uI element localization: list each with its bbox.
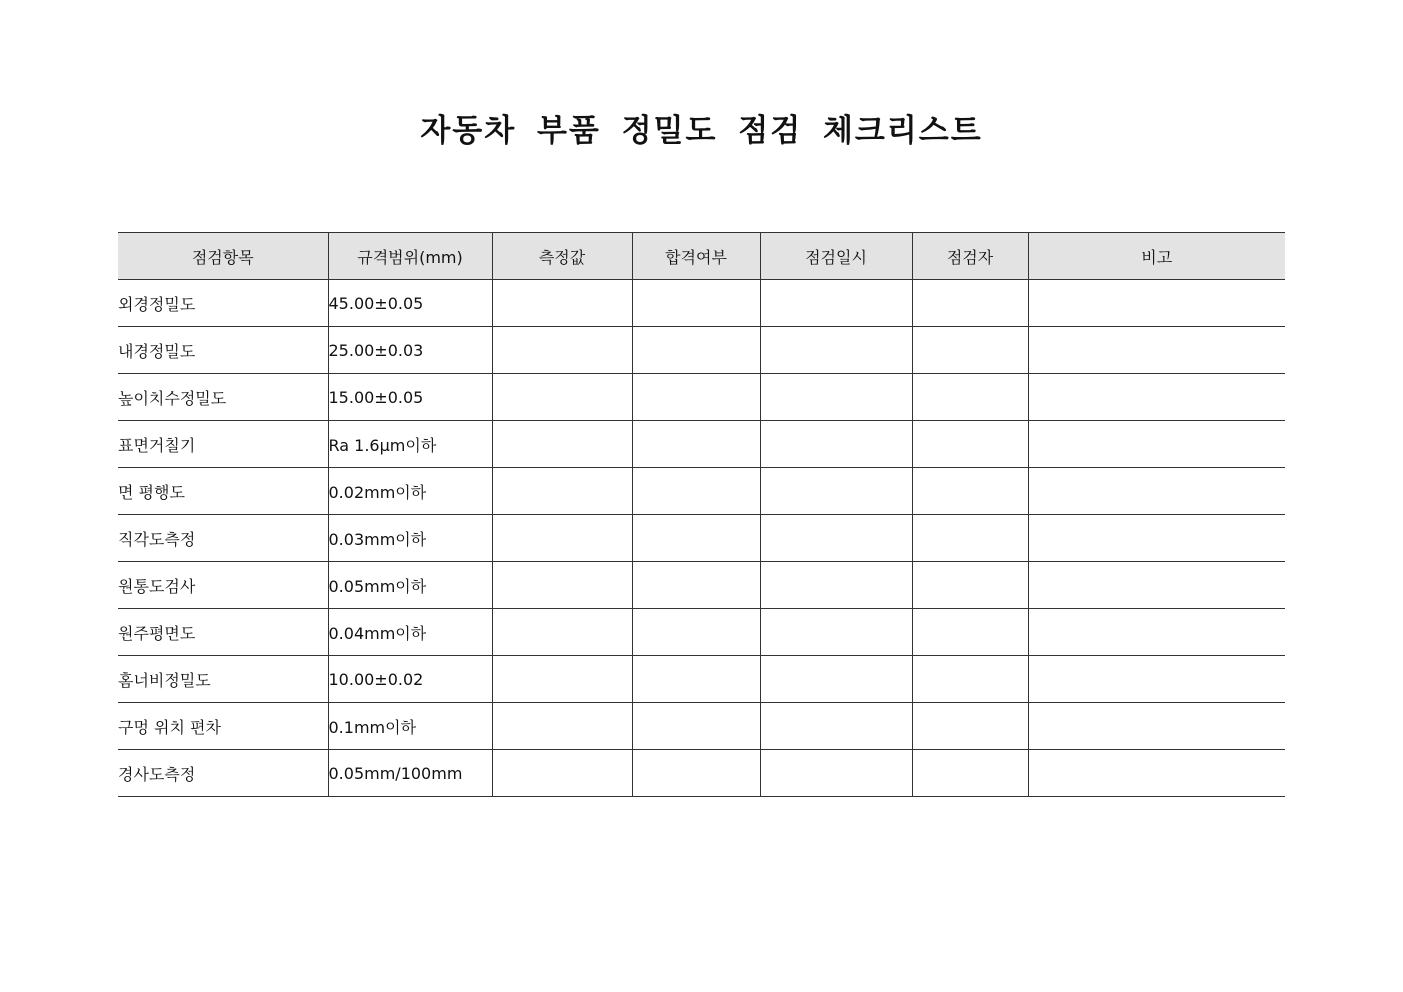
- header-pass-fail: 합격여부: [632, 233, 760, 280]
- measured-value-cell[interactable]: [492, 515, 632, 562]
- page-title: 자동차 부품 정밀도 점검 체크리스트: [420, 113, 983, 149]
- spec-range-cell: Ra 1.6μm이하: [328, 421, 492, 468]
- spec-range-cell: 0.02mm이하: [328, 468, 492, 515]
- pass-fail-cell[interactable]: [632, 280, 760, 327]
- spec-range-cell: 15.00±0.05: [328, 374, 492, 421]
- spec-range-cell: 45.00±0.05: [328, 280, 492, 327]
- item-name-cell: 원주평면도: [118, 609, 328, 656]
- remarks-cell[interactable]: [1028, 374, 1285, 421]
- item-name-cell: 표면거칠기: [118, 421, 328, 468]
- spec-range-cell: 0.05mm이하: [328, 562, 492, 609]
- inspector-cell[interactable]: [912, 562, 1028, 609]
- item-name-cell: 원통도검사: [118, 562, 328, 609]
- pass-fail-cell[interactable]: [632, 468, 760, 515]
- table-row: [118, 327, 1285, 374]
- pass-fail-cell[interactable]: [632, 750, 760, 797]
- inspector-cell[interactable]: [912, 750, 1028, 797]
- inspection-datetime-cell[interactable]: [760, 656, 912, 703]
- remarks-cell[interactable]: [1028, 280, 1285, 327]
- item-name-cell: 내경정밀도: [118, 327, 328, 374]
- spec-range-cell: 25.00±0.03: [328, 327, 492, 374]
- header-inspection-item: 점검항목: [118, 233, 328, 280]
- inspection-datetime-cell[interactable]: [760, 562, 912, 609]
- inspection-datetime-cell[interactable]: [760, 750, 912, 797]
- inspector-cell[interactable]: [912, 468, 1028, 515]
- spec-range-cell: 0.04mm이하: [328, 609, 492, 656]
- inspection-datetime-cell[interactable]: [760, 327, 912, 374]
- inspector-cell[interactable]: [912, 515, 1028, 562]
- table-row: [118, 562, 1285, 609]
- item-name-cell: 경사도측정: [118, 750, 328, 797]
- remarks-cell[interactable]: [1028, 515, 1285, 562]
- measured-value-cell[interactable]: [492, 327, 632, 374]
- pass-fail-cell[interactable]: [632, 421, 760, 468]
- remarks-cell[interactable]: [1028, 421, 1285, 468]
- pass-fail-cell[interactable]: [632, 374, 760, 421]
- remarks-cell[interactable]: [1028, 468, 1285, 515]
- measured-value-cell[interactable]: [492, 421, 632, 468]
- pass-fail-cell[interactable]: [632, 609, 760, 656]
- measured-value-cell[interactable]: [492, 280, 632, 327]
- table-row: [118, 703, 1285, 750]
- measured-value-cell[interactable]: [492, 609, 632, 656]
- item-name-cell: 구멍 위치 편차: [118, 703, 328, 750]
- table-header: [118, 233, 1285, 280]
- item-name-cell: 높이치수정밀도: [118, 374, 328, 421]
- remarks-cell[interactable]: [1028, 656, 1285, 703]
- pass-fail-cell[interactable]: [632, 656, 760, 703]
- measured-value-cell[interactable]: [492, 703, 632, 750]
- measured-value-cell[interactable]: [492, 562, 632, 609]
- inspection-datetime-cell[interactable]: [760, 703, 912, 750]
- pass-fail-cell[interactable]: [632, 327, 760, 374]
- table-body: [118, 280, 1285, 797]
- header-row: [118, 233, 1285, 280]
- inspection-datetime-cell[interactable]: [760, 374, 912, 421]
- table-row: [118, 468, 1285, 515]
- measured-value-cell[interactable]: [492, 468, 632, 515]
- inspector-cell[interactable]: [912, 280, 1028, 327]
- table-row: [118, 280, 1285, 327]
- inspector-cell[interactable]: [912, 374, 1028, 421]
- table-row: [118, 374, 1285, 421]
- inspector-cell[interactable]: [912, 656, 1028, 703]
- header-spec-range: 규격범위(mm): [328, 233, 492, 280]
- remarks-cell[interactable]: [1028, 703, 1285, 750]
- table-row: [118, 421, 1285, 468]
- spec-range-cell: 0.05mm/100mm: [328, 750, 492, 797]
- inspection-datetime-cell[interactable]: [760, 421, 912, 468]
- pass-fail-cell[interactable]: [632, 703, 760, 750]
- pass-fail-cell[interactable]: [632, 562, 760, 609]
- table-row: [118, 515, 1285, 562]
- header-measured-value: 측정값: [492, 233, 632, 280]
- inspection-datetime-cell[interactable]: [760, 280, 912, 327]
- measured-value-cell[interactable]: [492, 374, 632, 421]
- header-remarks: 비고: [1028, 233, 1285, 280]
- pass-fail-cell[interactable]: [632, 515, 760, 562]
- item-name-cell: 외경정밀도: [118, 280, 328, 327]
- remarks-cell[interactable]: [1028, 562, 1285, 609]
- measured-value-cell[interactable]: [492, 656, 632, 703]
- header-inspection-datetime: 점검일시: [760, 233, 912, 280]
- table-row: [118, 656, 1285, 703]
- inspector-cell[interactable]: [912, 703, 1028, 750]
- table-row: [118, 750, 1285, 797]
- inspection-datetime-cell[interactable]: [760, 609, 912, 656]
- remarks-cell[interactable]: [1028, 327, 1285, 374]
- spec-range-cell: 0.1mm이하: [328, 703, 492, 750]
- spec-range-cell: 0.03mm이하: [328, 515, 492, 562]
- remarks-cell[interactable]: [1028, 609, 1285, 656]
- inspector-cell[interactable]: [912, 327, 1028, 374]
- item-name-cell: 면 평행도: [118, 468, 328, 515]
- remarks-cell[interactable]: [1028, 750, 1285, 797]
- inspection-datetime-cell[interactable]: [760, 468, 912, 515]
- checklist-table: [118, 232, 1285, 797]
- item-name-cell: 직각도측정: [118, 515, 328, 562]
- table-row: [118, 609, 1285, 656]
- header-inspector: 점검자: [912, 233, 1028, 280]
- inspector-cell[interactable]: [912, 609, 1028, 656]
- inspection-datetime-cell[interactable]: [760, 515, 912, 562]
- item-name-cell: 홈너비정밀도: [118, 656, 328, 703]
- measured-value-cell[interactable]: [492, 750, 632, 797]
- spec-range-cell: 10.00±0.02: [328, 656, 492, 703]
- inspector-cell[interactable]: [912, 421, 1028, 468]
